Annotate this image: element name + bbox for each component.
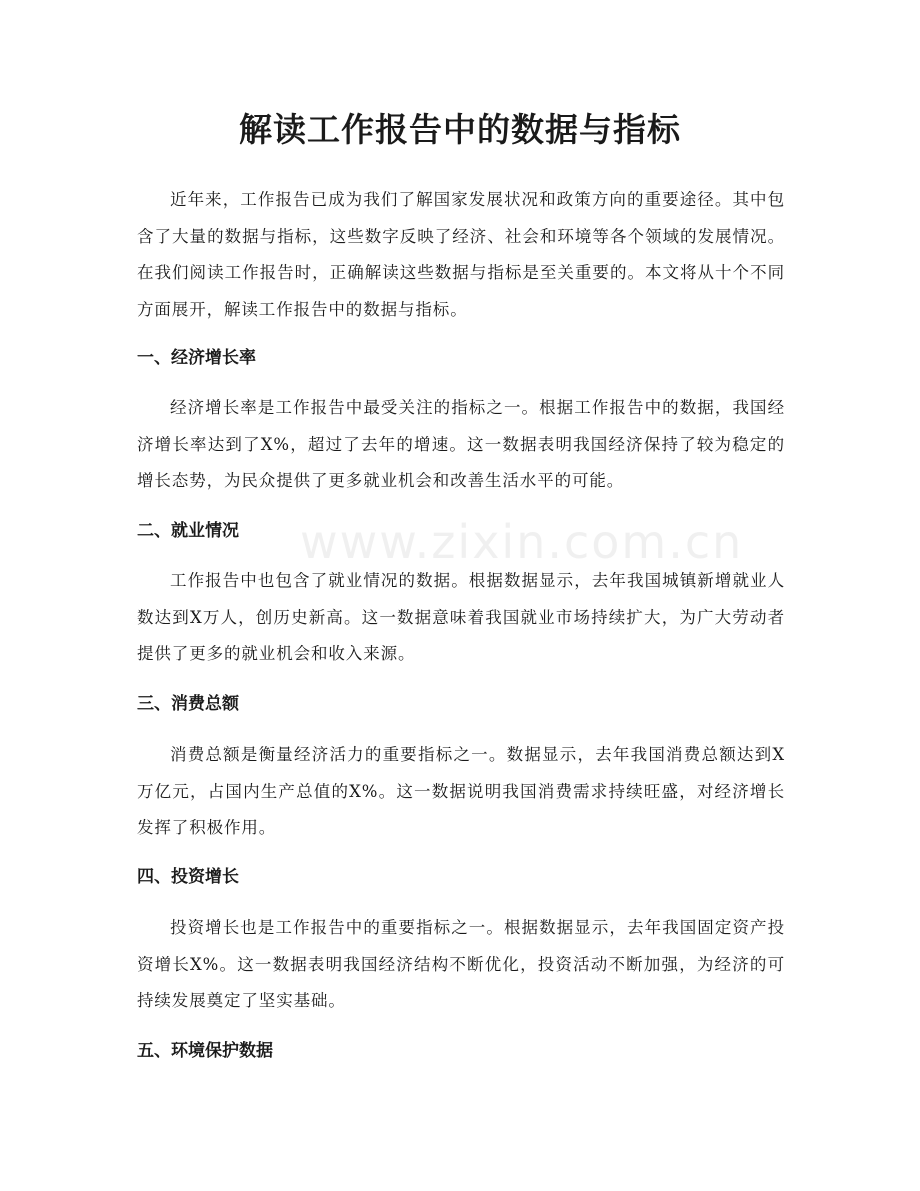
section-body-investment: 投资增长也是工作报告中的重要指标之一。根据数据显示，去年我国固定资产投资增长X%。这一数据表明我国经济结构不断优化，投资活动不断加强，为经济的可持续发展奠定了坚实基础。 bbox=[137, 918, 785, 1010]
section-body-employment: 工作报告中也包含了就业情况的数据。根据数据显示，去年我国城镇新增就业人数达到X万人，创历史新高。这一数据意味着我国就业市场持续扩大，为广大劳动者提供了更多的就业机会和收入来源。 bbox=[137, 571, 785, 663]
section-heading-consumption: 三、消费总额 bbox=[137, 694, 239, 714]
section-heading-employment: 二、就业情况 bbox=[137, 521, 239, 541]
section-heading-investment: 四、投资增长 bbox=[137, 867, 239, 887]
section-heading-environment: 五、环境保护数据 bbox=[137, 1041, 273, 1061]
section-body-economic-growth: 经济增长率是工作报告中最受关注的指标之一。根据工作报告中的数据，我国经济增长率达到了X%，超过了去年的增速。这一数据表明我国经济保持了较为稳定的增长态势，为民众提供了更多就业机会和改善生活水平的可能。 bbox=[137, 398, 785, 490]
section-heading-economic-growth: 一、经济增长率 bbox=[137, 348, 256, 368]
intro-paragraph: 近年来，工作报告已成为我们了解国家发展状况和政策方向的重要途径。其中包含了大量的数据与指标，这些数字反映了经济、社会和环境等各个领域的发展情况。在我们阅读工作报告时，正确解读这些数据与指标是至关重要的。本文将从十个不同方面展开，解读工作报告中的数据与指标。 bbox=[137, 190, 785, 319]
watermark: www.zixin.com.cn bbox=[300, 515, 744, 569]
section-body-consumption: 消费总额是衡量经济活力的重要指标之一。数据显示，去年我国消费总额达到X万亿元，占国内生产总值的X%。这一数据说明我国消费需求持续旺盛，对经济增长发挥了积极作用。 bbox=[137, 745, 785, 837]
document-title: 解读工作报告中的数据与指标 bbox=[239, 110, 681, 149]
